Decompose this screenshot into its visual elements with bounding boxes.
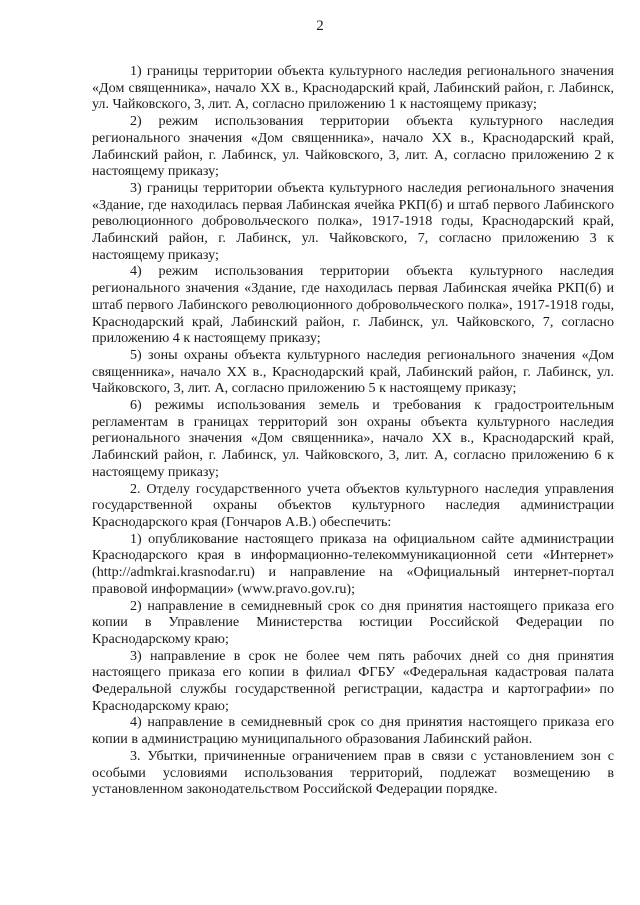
document-body [92,63,614,798]
paragraph-subitem-4: 4) направление в семидневный срок со дня принятия настоящего приказа его копии в администрацию муниципального образования Лабинский район. [92,714,614,748]
paragraph-section-2: 2. Отделу государственного учета объектов культурного наследия управления государственной охраны объектов культурного наследия администрации Краснодарского края (Гончаров А.В.) обеспечить: [92,480,614,530]
paragraph-item-5: 5) зоны охраны объекта культурного наследия регионального значения «Дом священника», начало XX в., Краснодарский край, Лабинский район, г. Лабинск, ул. Чайковского, 3, лит. А, согласно приложению 5 к настоящему приказу; [92,346,614,397]
paragraph-subitem-2: 2) направление в семидневный срок со дня принятия настоящего приказа его копии в Управление Министерства юстиции Российской Федерации по Краснодарскому краю; [92,597,614,647]
paragraph-item-6: 6) режимы использования земель и требования к градостроительным регламентам в границах территорий зон охраны объекта культурного наследия регионального значения «Дом священника», начало XX в., Краснодарский край, Лабинский район, г. Лабинск, ул. Чайковского, 3, лит. А, согласно приложению 6 к настоящему приказу; [92,397,614,480]
paragraph-subitem-3: 3) направление в срок не более чем пять рабочих дней со дня принятия настоящего приказа его копии в филиал ФГБУ «Федеральная кадастровая палата Федеральной службы государственной регистрации, кадастра и картографии» по Краснодарскому краю; [92,647,614,714]
paragraph-item-3: 3) границы территории объекта культурного наследия регионального значения «Здание, где находилась первая Лабинская ячейка РКП(б) и штаб первого Лабинского революционного добровольческого полка», 1917-1918 годы, Краснодарский край, Лабинский район, г. Лабинск, ул. Чайковского, 7, согласно приложению 3 к настоящему приказу; [92,179,614,263]
paragraph-item-1: 1) границы территории объекта культурного наследия регионального значения «Дом священника», начало XX в., Краснодарский край, Лабинский район, г. Лабинск, ул. Чайковского, 3, лит. А, согласно приложению 1 к настоящему приказу; [92,63,614,113]
paragraph-subitem-1: 1) опубликование настоящего приказа на официальном сайте администрации Краснодарского края в информационно-телекоммуникационной сети «Интернет» (http://admkrai.krasnodar.ru) и направление на «Официальный интернет-портал правовой информации» (www.pravo.gov.ru); [92,530,614,597]
paragraph-section-3: 3. Убытки, причиненные ограничением прав в связи с установлением зон с особыми условиями использования территорий, подлежат возмещению в установленном законодательством Российской Федерации порядке. [92,747,614,798]
page-number: 2 [316,18,324,34]
paragraph-item-2: 2) режим использования территории объекта культурного наследия регионального значения «Дом священника», начало XX в., Краснодарский край, Лабинский район, г. Лабинск, ул. Чайковского, 3, лит. А, согласно приложению 2 к настоящему приказу; [92,113,614,180]
paragraph-item-4: 4) режим использования территории объекта культурного наследия регионального значения «Здание, где находилась первая Лабинская ячейка РКП(б) и штаб первого Лабинского революционного добровольческого полка», 1917-1918 годы, Краснодарский край, Лабинский район, г. Лабинск, ул. Чайковского, 7, согласно приложению 4 к настоящему приказу; [92,263,614,347]
